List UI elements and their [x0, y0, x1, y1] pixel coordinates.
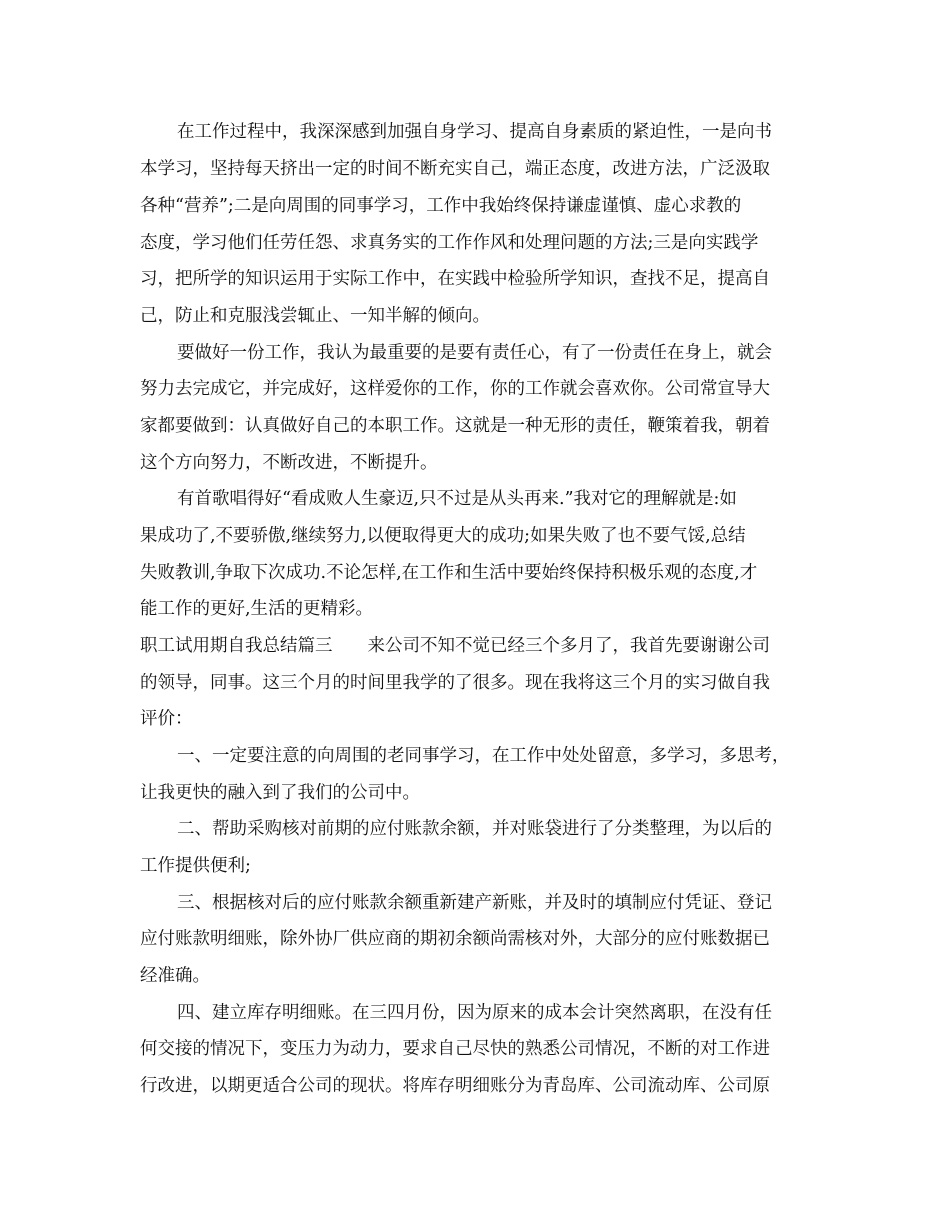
paragraph-line: 在工作过程中，我深深感到加强自身学习、提高自身素质的紧迫性，一是向书: [177, 122, 772, 142]
paragraph-line: 行改进，以期更适合公司的现状。将库存明细账分为青岛库、公司流动库、公司原: [140, 1076, 770, 1096]
paragraph-line: 经准确。: [140, 966, 210, 986]
paragraph-line: 己，防止和克服浅尝辄止、一知半解的倾向。: [140, 306, 490, 326]
paragraph-line: 四、建立库存明细账。在三四月份，因为原来的成本会计突然离职，在没有任: [177, 1003, 772, 1023]
paragraph-line: 能工作的更好,生活的更精彩。: [140, 599, 374, 619]
paragraph-line: 应付账款明细账，除外协厂供应商的期初余额尚需核对外，大部分的应付账数据已: [140, 929, 770, 949]
paragraph-line: 努力去完成它，并完成好，这样爱你的工作，你的工作就会喜欢你。公司常宣导大: [140, 379, 770, 399]
paragraph-line: 三、根据核对后的应付账款余额重新建产新账，并及时的填制应付凭证、登记: [177, 893, 772, 913]
paragraph-line: 二、帮助采购核对前期的应付账款余额，并对账袋进行了分类整理，为以后的: [177, 819, 772, 839]
paragraph-line: 一、一定要注意的向周围的老同事学习，在工作中处处留意，多学习，多思考，: [177, 746, 790, 766]
paragraph-line: 这个方向努力，不断改进，不断提升。: [140, 453, 438, 473]
paragraph-line: 失败教训,争取下次成功.不论怎样,在工作和生活中要始终保持积极乐观的态度,才: [140, 563, 758, 583]
paragraph-line: 评价：: [140, 709, 193, 729]
paragraph-line: 职工试用期自我总结篇三 来公司不知不觉已经三个多月了，我首先要谢谢公司: [140, 636, 770, 656]
paragraph-line: 让我更快的融入到了我们的公司中。: [140, 783, 420, 803]
paragraph-line: 何交接的情况下，变压力为动力，要求自己尽快的熟悉公司情况，不断的对工作进: [140, 1039, 770, 1059]
paragraph-line: 工作提供便利;: [140, 856, 251, 876]
paragraph-line: 态度，学习他们任劳任怨、求真务实的工作作风和处理问题的方法;三是向实践学: [140, 233, 759, 253]
paragraph-line: 果成功了,不要骄傲,继续努力,以便取得更大的成功;如果失败了也不要气馁,总结: [140, 526, 746, 546]
paragraph-line: 习，把所学的知识运用于实际工作中，在实践中检验所学知识，查找不足，提高自: [140, 269, 770, 289]
paragraph-line: 各种“营养”;二是向周围的同事学习，工作中我始终保持谦虚谨慎、虚心求教的: [140, 196, 742, 216]
paragraph-line: 要做好一份工作，我认为最重要的是要有责任心，有了一份责任在身上，就会: [177, 343, 772, 363]
paragraph-line: 本学习，坚持每天挤出一定的时间不断充实自己，端正态度，改进方法，广泛汲取: [140, 159, 770, 179]
paragraph-line: 家都要做到：认真做好自己的本职工作。这就是一种无形的责任，鞭策着我，朝着: [140, 416, 770, 436]
paragraph-line: 的领导，同事。这三个月的时间里我学的了很多。现在我将这三个月的实习做自我: [140, 673, 770, 693]
paragraph-line: 有首歌唱得好“看成败人生豪迈,只不过是从头再来.”我对它的理解就是:如: [177, 489, 737, 509]
